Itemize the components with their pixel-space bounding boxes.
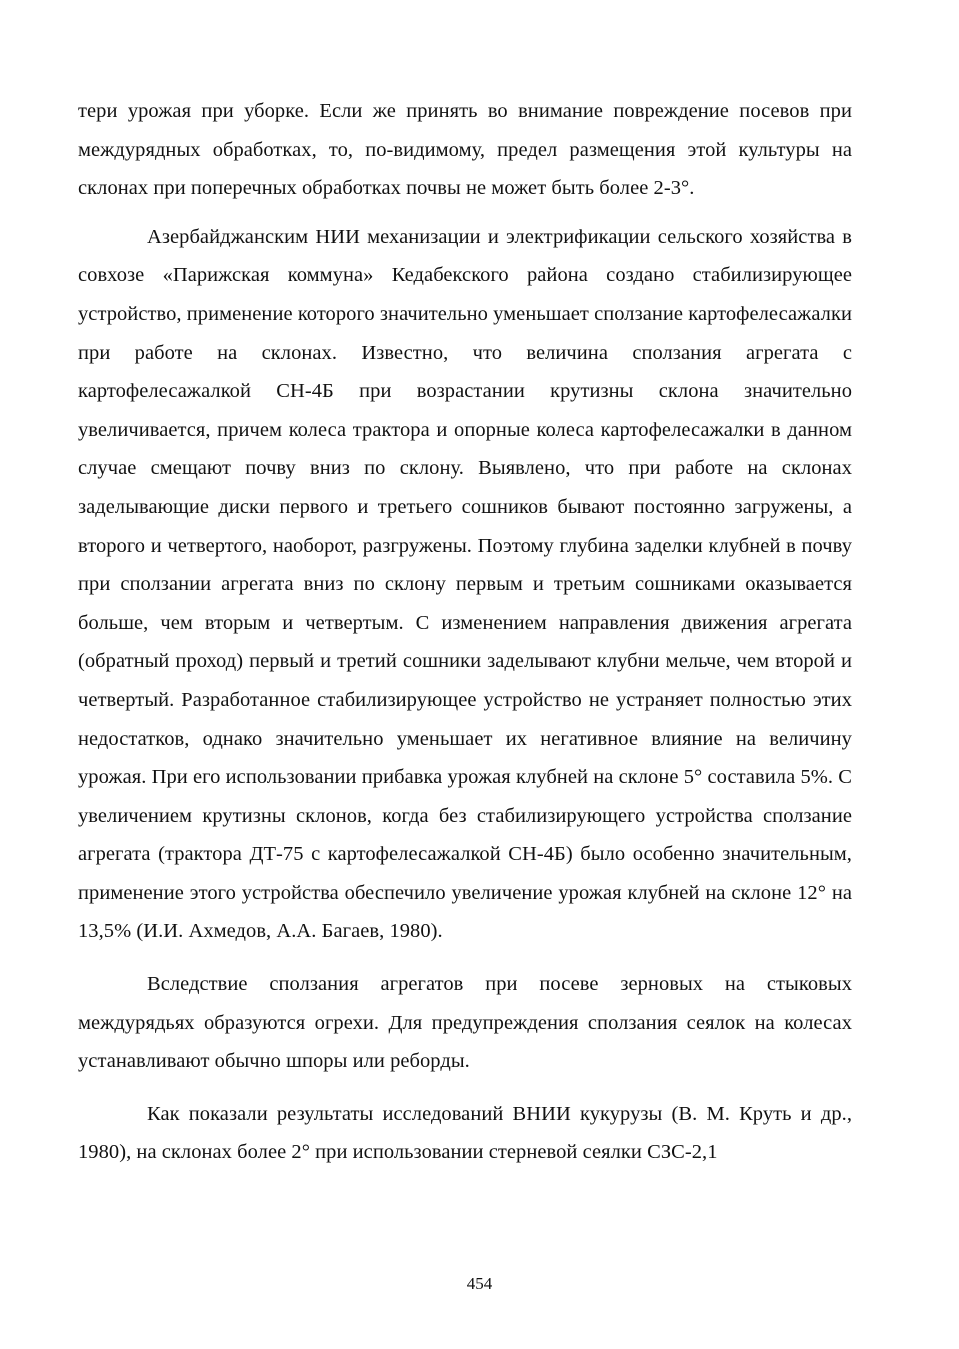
paragraph-crop-losses: тери урожая при уборке. Если же принять во внимание повреждение посевов при междурядных обработках, то, по-видимому, предел размещения этой культуры на склонах при поперечных обработках почвы не может быть более 2-3°.	[78, 100, 852, 200]
page-body	[78, 92, 852, 1172]
paragraph-seeder-slippage: Вследствие сползания агрегатов при посеве зерновых на стыковых междурядьях образуются огрехи. Для предупреждения сползания сеялок на колесах устанавливают обычно шпоры или реборды.	[78, 973, 852, 1073]
paragraph-stabilizer-device: Азербайджанским НИИ механизации и электрификации сельского хозяйства в совхозе «Парижская коммуна» Кедабекского района создано стабилизирующее устройство, применение которого значительно уменьшает сползание картофелесажалки при работе на склонах. Известно, что величина сползания агрегата с картофелесажалкой СН-4Б при возрастании крутизны склона значительно увеличивается, причем колеса трактора и опорные колеса картофелесажалки в данном случае смещают почву вниз по склону. Выявлено, что при работе на склонах заделывающие диски первого и третьего сошников бывают постоянно загружены, а второго и четвертого, наоборот, разгружены. Поэтому глубина заделки клубней в почву при сползании агрегата вниз по склону первым и третьим сошниками оказывается больше, чем вторым и четвертым. С изменением направления движения агрегата (обратный проход) первый и третий сошники заделывают клубни мельче, чем второй и четвертый. Разработанное стабилизирующее устройство не устраняет полностью этих недостатков, однако значительно уменьшает их негативное влияние на величину урожая. При его использовании прибавка урожая клубней на склоне 5° составила 5%. С увеличением крутизны склонов, когда без стабилизирующего устройства сползание агрегата (трактора ДТ-75 с картофелесажалкой СН-4Б) было особенно значительным, применение этого устройства обеспечило увеличение урожая клубней на склоне 12° на 13,5% (И.И. Ахмедов, А.А. Багаев, 1980).	[78, 225, 852, 943]
paragraph-corn-research: Как показали результаты исследований ВНИИ кукурузы (В. М. Круть и др., 1980), на склонах более 2° при использовании стерневой сеялки СЗС-2,1	[78, 1102, 852, 1164]
page-number: 454	[466, 1274, 493, 1293]
